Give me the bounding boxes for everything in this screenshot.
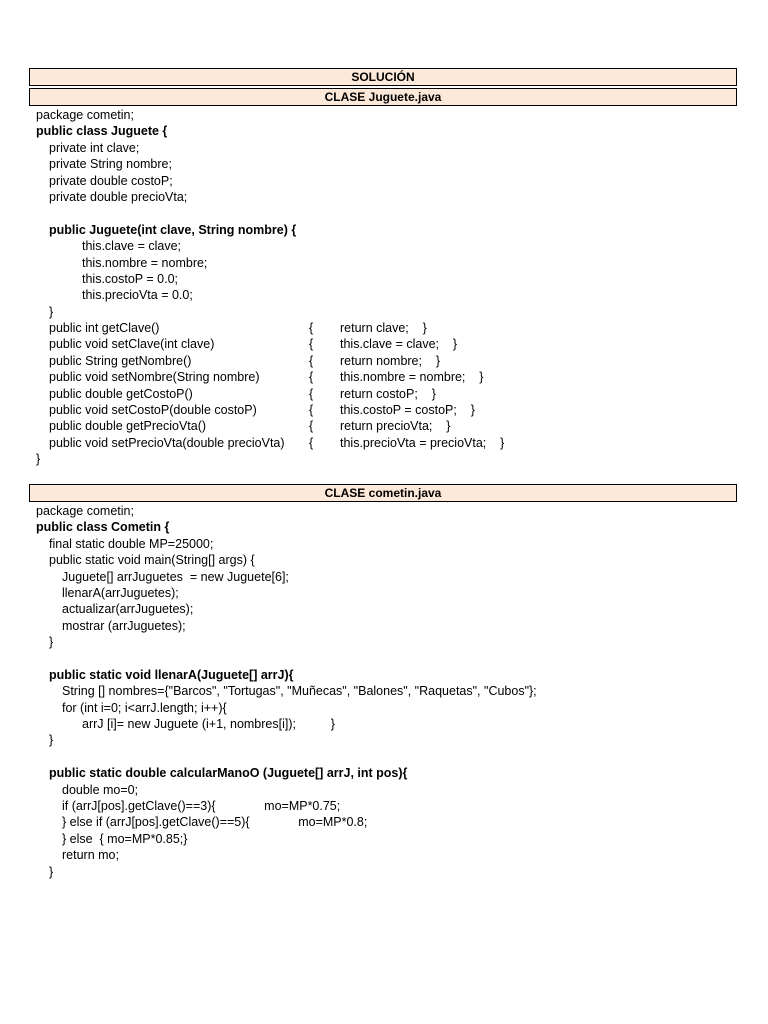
accessor-body: return precioVta; }: [340, 419, 451, 434]
accessor-body: this.precioVta = precioVta; }: [340, 435, 505, 450]
accessor-brace: {: [309, 386, 314, 401]
code-line: if (arrJ[pos].getClave()==3){ mo=MP*0.75;: [62, 799, 341, 814]
accessor-brace: {: [309, 370, 314, 385]
code-line: llenarA(arrJuguetes);: [62, 585, 179, 600]
code-line: package cometin;: [36, 504, 134, 518]
accessor-signature: public double getCostoP(): [49, 386, 193, 401]
code-line: this.costoP = 0.0;: [82, 271, 179, 286]
code-line: } else { mo=MP*0.85;}: [62, 831, 188, 846]
code-line: private double precioVta;: [49, 189, 188, 204]
accessor-line: [36, 402, 475, 418]
accessor-signature: public void setClave(int clave): [49, 337, 215, 352]
accessor-body: return clave; }: [340, 321, 427, 336]
juguete-code-block: [36, 107, 505, 468]
code-line: public Juguete(int clave, String nombre) {: [49, 222, 297, 237]
code-line: public class Juguete {: [36, 124, 168, 139]
code-line: this.nombre = nombre;: [82, 255, 208, 270]
class-cometin-header: CLASE cometin.java: [29, 484, 737, 502]
code-line: this.precioVta = 0.0;: [82, 288, 193, 303]
accessor-signature: public int getClave(): [49, 321, 160, 336]
code-line: private double costoP;: [49, 173, 173, 188]
code-line: private int clave;: [49, 140, 140, 155]
code-line: final static double MP=25000;: [49, 536, 214, 551]
cometin-code-block: [36, 503, 537, 880]
accessor-body: this.clave = clave; }: [340, 337, 458, 352]
class-juguete-header: CLASE Juguete.java: [29, 88, 737, 106]
accessor-brace: {: [309, 419, 314, 434]
code-line: public static void main(String[] args) {: [49, 553, 255, 568]
code-line: }: [49, 304, 54, 319]
code-line: public static void llenarA(Juguete[] arrJ){: [49, 667, 294, 682]
code-line: }: [49, 635, 54, 650]
accessor-brace: {: [309, 353, 314, 368]
accessor-line: [36, 435, 505, 451]
accessor-signature: public double getPrecioVta(): [49, 419, 207, 434]
accessor-line: [36, 418, 451, 434]
code-line: }: [49, 733, 54, 748]
code-line: }: [36, 452, 41, 467]
code-line: Juguete[] arrJuguetes = new Juguete[6];: [62, 569, 289, 584]
code-line: }: [49, 864, 54, 879]
accessor-signature: public void setCostoP(double costoP): [49, 403, 257, 418]
code-line: } else if (arrJ[pos].getClave()==5){ mo=MP*0.8;: [62, 815, 368, 830]
accessor-line: [36, 353, 441, 369]
accessor-signature: public void setNombre(String nombre): [49, 370, 260, 385]
code-line: public static double calcularManoO (Juguete[] arrJ, int pos){: [49, 766, 408, 781]
code-line: this.clave = clave;: [82, 239, 182, 254]
solution-header: SOLUCIÓN: [29, 68, 737, 86]
accessor-brace: {: [309, 337, 314, 352]
code-line: package cometin;: [36, 108, 134, 122]
code-line: double mo=0;: [62, 782, 139, 797]
accessor-brace: {: [309, 403, 314, 418]
accessor-brace: {: [309, 321, 314, 336]
accessor-signature: public void setPrecioVta(double precioVta): [49, 435, 285, 450]
blank-line: [36, 651, 537, 667]
accessor-body: this.nombre = nombre; }: [340, 370, 484, 385]
accessor-signature: public String getNombre(): [49, 353, 192, 368]
code-line: return mo;: [62, 848, 119, 863]
accessor-body: return costoP; }: [340, 386, 436, 401]
accessor-brace: {: [309, 435, 314, 450]
code-line: public class Cometin {: [36, 520, 170, 535]
blank-line: [36, 205, 296, 221]
accessor-line: [36, 336, 458, 352]
accessor-body: this.costoP = costoP; }: [340, 403, 475, 418]
code-line: String [] nombres={"Barcos", "Tortugas", "Muñecas", "Balones", "Raquetas", "Cubos"};: [62, 684, 537, 699]
code-line: private String nombre;: [49, 157, 172, 172]
blank-line: [36, 749, 537, 765]
accessor-body: return nombre; }: [340, 353, 441, 368]
accessor-line: [36, 386, 436, 402]
code-line: arrJ [i]= new Juguete (i+1, nombres[i]); }: [82, 717, 335, 732]
code-line: for (int i=0; i<arrJ.length; i++){: [62, 700, 227, 715]
accessor-line: [36, 320, 427, 336]
accessor-line: [36, 369, 484, 385]
code-line: mostrar (arrJuguetes);: [62, 618, 186, 633]
code-line: actualizar(arrJuguetes);: [62, 602, 194, 617]
